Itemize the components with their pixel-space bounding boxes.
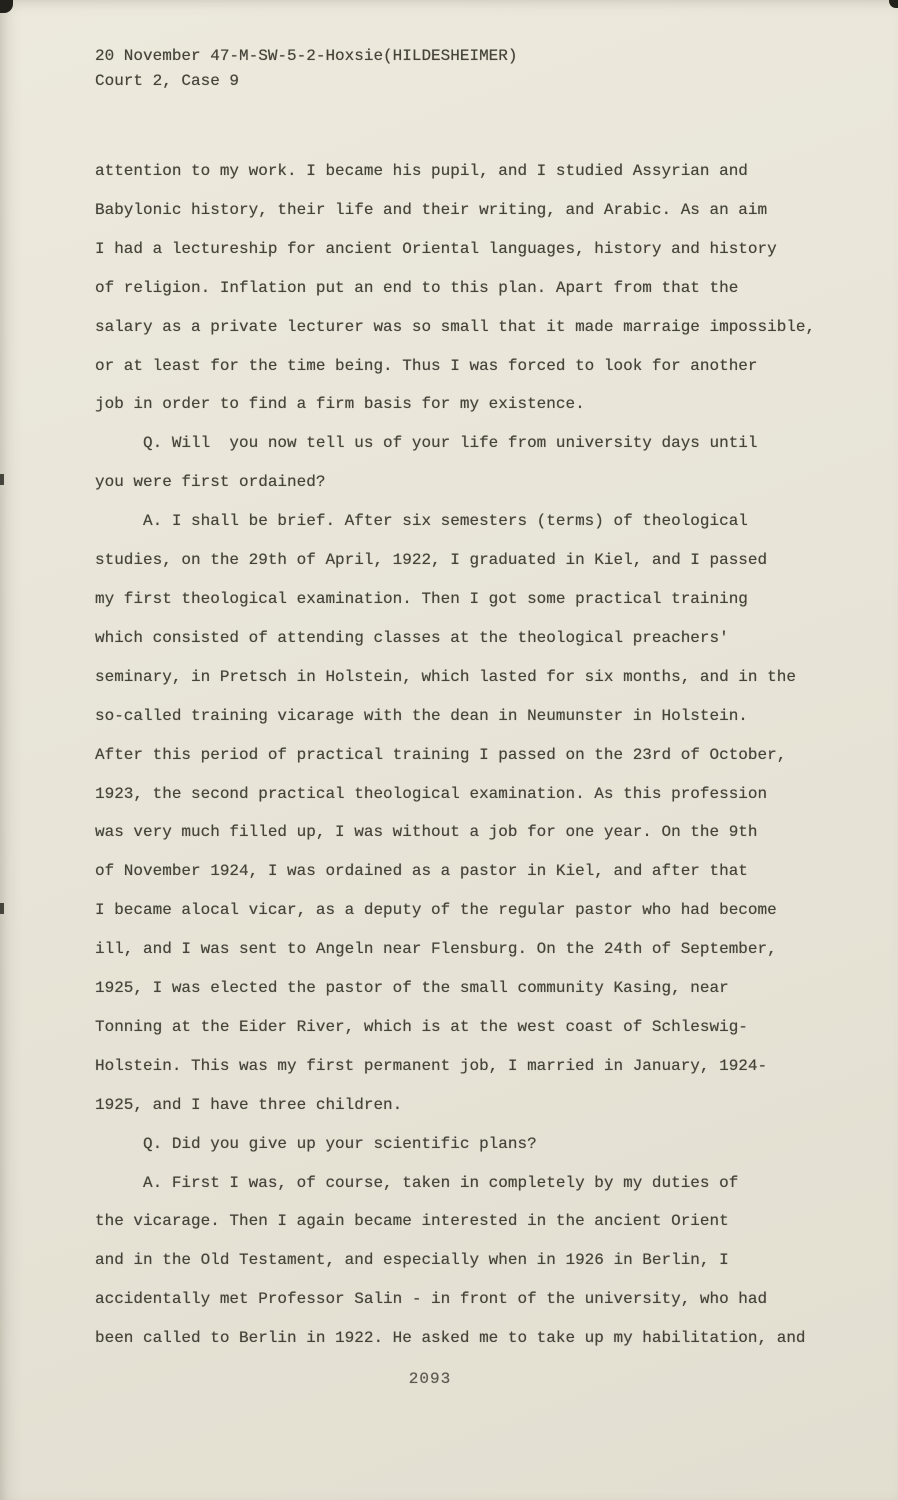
text-line: was very much filled up, I was without a job for one year. On the 9th — [95, 823, 758, 842]
text-line: attention to my work. I became his pupil, and I studied Assyrian and — [95, 162, 748, 180]
text-line: and in the Old Testament, and especially when in 1926 in Berlin, I — [95, 1251, 729, 1270]
text-line: of religion. Inflation put an end to this plan. Apart from that the — [95, 278, 739, 297]
text-line: I became alocal vicar, as a deputy of the regular pastor who had become — [95, 901, 777, 920]
header-court-case: Court 2, Case 9 — [95, 72, 240, 90]
text-line: you were first ordained? — [95, 473, 326, 492]
text-line: seminary, in Pretsch in Holstein, which lasted for six months, and in the — [95, 667, 796, 686]
text-line: 1925, and I have three children. — [95, 1095, 403, 1114]
text-line: or at least for the time being. Thus I was forced to look for another — [95, 356, 758, 375]
text-line: Q. Will you now tell us of your life from university days until — [95, 434, 758, 453]
text-line: my first theological examination. Then I got some practical training — [95, 589, 748, 608]
paragraph — [95, 152, 815, 424]
document-body — [95, 152, 815, 1358]
text-line: accidentally met Professor Salin - in front of the university, who had — [95, 1290, 768, 1309]
scan-artifact-left-edge — [0, 903, 4, 914]
text-line: A. First I was, of course, taken in completely by my duties of — [95, 1173, 739, 1192]
header-case-reference: 20 November 47-M-SW-5-2-Hoxsie(HILDESHEIMER) — [95, 47, 518, 65]
paragraph — [95, 424, 815, 502]
text-line: Holstein. This was my first permanent job, I married in January, 1924- — [95, 1056, 768, 1075]
paragraph — [95, 1164, 815, 1359]
text-line: studies, on the 29th of April, 1922, I graduated in Kiel, and I passed — [95, 551, 768, 570]
text-line: the vicarage. Then I again became interested in the ancient Orient — [95, 1212, 729, 1231]
text-line: Q. Did you give up your scientific plans? — [95, 1134, 537, 1153]
text-line: so-called training vicarage with the dean in Neumunster in Holstein. — [95, 706, 748, 725]
paragraph — [95, 1125, 815, 1164]
text-line: Babylonic history, their life and their writing, and Arabic. As an aim — [95, 200, 768, 219]
text-line: After this period of practical training I passed on the 23rd of October, — [95, 745, 787, 764]
text-line: which consisted of attending classes at the theological preachers' — [95, 628, 729, 647]
text-line: Tonning at the Eider River, which is at the west coast of Schleswig- — [95, 1017, 748, 1036]
text-line: of November 1924, I was ordained as a pastor in Kiel, and after that — [95, 862, 748, 881]
text-line: salary as a private lecturer was so small that it made marraige impossible, — [95, 317, 816, 336]
text-line: job in order to find a firm basis for my existence. — [95, 395, 585, 414]
scan-artifact-left-edge — [0, 474, 4, 485]
text-line: ill, and I was sent to Angeln near Flensburg. On the 24th of September, — [95, 940, 777, 959]
page-number: 2093 — [408, 1370, 452, 1388]
text-line: 1925, I was elected the pastor of the small community Kasing, near — [95, 979, 729, 998]
scan-artifact-top-right — [889, 0, 898, 8]
text-line: been called to Berlin in 1922. He asked me to take up my habilitation, and — [95, 1329, 806, 1348]
paragraph — [95, 502, 815, 1125]
document-header — [95, 44, 517, 94]
text-line: 1923, the second practical theological examination. As this profession — [95, 784, 768, 803]
text-line: I had a lectureship for ancient Oriental languages, history and history — [95, 239, 777, 258]
scan-artifact-top-left — [0, 0, 13, 13]
text-line: A. I shall be brief. After six semesters (terms) of theological — [95, 512, 748, 531]
